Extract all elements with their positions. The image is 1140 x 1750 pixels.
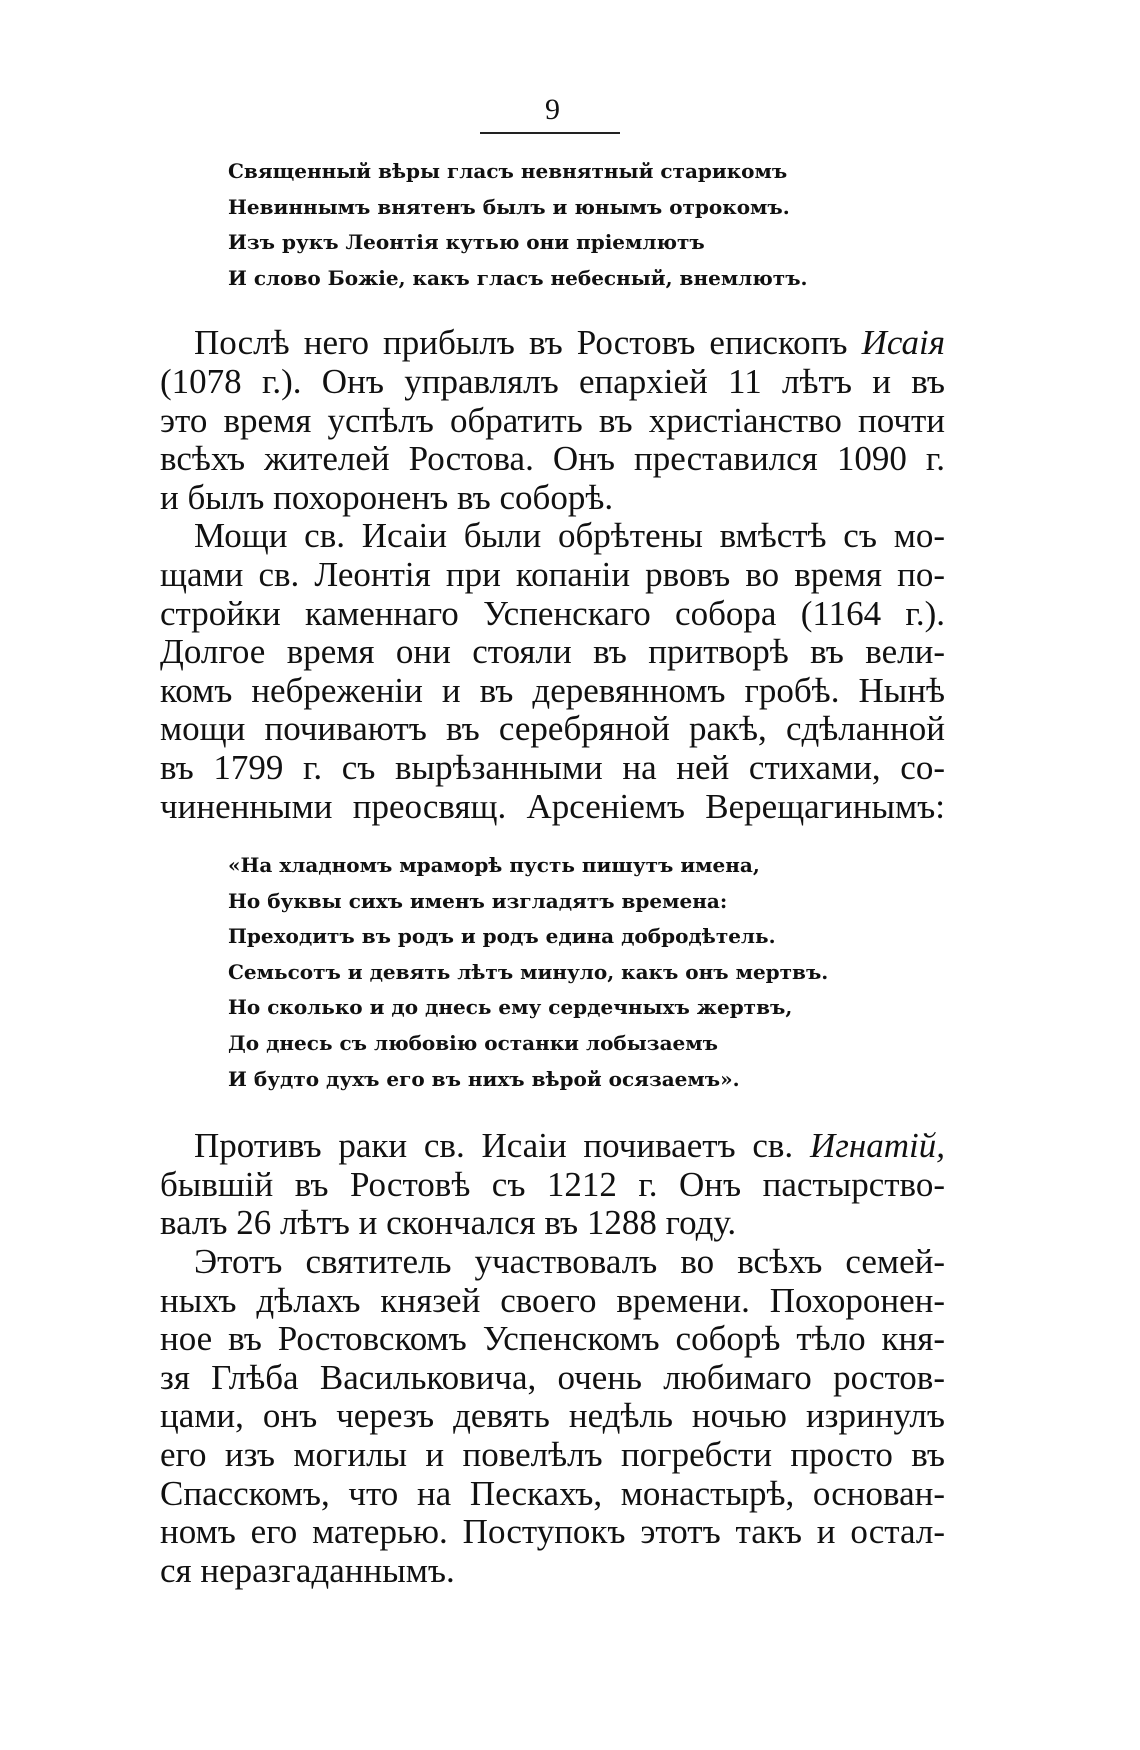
page-number: 9 [545,93,560,126]
text-line [160,1127,945,1166]
paragraph-gleb [160,1243,945,1590]
text-line: цами, онъ черезъ девять недѣль ночью изринулъ [160,1396,945,1436]
text-line: это время успѣлъ обратить въ христіанство почти [160,400,945,440]
text-line: номъ его матерью. Поступокъ этотъ такъ и остал- [160,1512,945,1552]
header-rule [480,132,620,134]
text-line: всѣхъ жителей Ростова. Онъ преставился 1090 г. [160,439,945,479]
verse-line: Изъ рукъ Леонтія кутью они пріемлютъ [228,230,705,255]
text-line: валъ 26 лѣтъ и скончался въ 1288 году. [160,1203,737,1243]
verse-line: Но буквы сихъ именъ изгладятъ времена: [228,888,728,913]
text-line: Спасскомъ, что на Пескахъ, монастырѣ, основан- [160,1473,945,1513]
text-line: бывшій въ Ростовѣ съ 1212 г. Онъ пастырство- [160,1164,945,1204]
verse-block-1 [228,154,945,296]
text-line: ся неразгаданнымъ. [160,1550,455,1590]
text-line: щами св. Леонтія при копаніи рвовъ во время по- [160,554,945,594]
text-line: зя Глѣба Васильковича, очень любимаго ростов- [160,1357,945,1397]
text-line: въ 1799 г. съ вырѣзанными на ней стихами, со- [160,747,945,787]
verse-line: Преходитъ въ родъ и родъ едина добродѣтель. [228,924,776,949]
verse-line: И будто духъ его въ нихъ вѣрой осязаемъ». [228,1066,740,1091]
paragraph-ignatius [160,1127,945,1243]
text-line: (1078 г.). Онъ управлялъ епархіей 11 лѣтъ и въ [160,361,945,401]
verse-line: «На хладномъ мраморѣ пусть пишутъ имена, [228,853,760,878]
name-isaiah: Исаія [861,323,945,363]
text-line: и былъ похороненъ въ соборѣ. [160,477,614,517]
text-line: мощи почиваютъ въ серебряной ракѣ, сдѣланной [160,709,945,749]
text-span: Послѣ него прибылъ въ Ростовъ епископъ [194,323,862,363]
verse-line: Семьсотъ и девять лѣтъ минуло, какъ онъ мертвъ. [228,959,829,984]
text-span: Противъ раки св. Исаіи почиваетъ св. [194,1126,810,1166]
text-line: ныхъ дѣлахъ князей своего времени. Похоронен- [160,1280,945,1320]
text-line: Мощи св. Исаіи были обрѣтены вмѣстѣ съ мо- [194,516,945,556]
text-line: его изъ могилы и повелѣлъ погребсти просто въ [160,1435,945,1474]
text-line: ное въ Ростовскомъ Успенскомъ соборѣ тѣло кня- [160,1319,945,1359]
verse-block-2 [228,848,945,1097]
page-header [160,90,945,150]
text-line: Долгое время они стояли въ притворѣ въ вели- [160,632,945,672]
text-line: чиненными преосвящ. Арсеніемъ Верещагинымъ: [160,786,945,826]
text-line [160,324,945,363]
paragraph-relics [160,517,945,826]
text-line: Этотъ святитель участвовалъ во всѣхъ семей- [194,1242,945,1282]
book-page [160,90,945,1590]
verse-line: Священный вѣры гласъ невнятный старикомъ [228,159,788,183]
text-line: комъ небреженіи и въ деревянномъ гробѣ. Нынѣ [160,670,945,710]
paragraph-isaiah [160,324,945,517]
text-line: стройки каменнаго Успенскаго собора (1164 г.). [160,593,945,633]
name-ignatius: Игнатій, [809,1126,945,1166]
verse-line: И слово Божіе, какъ гласъ небесный, внемлютъ. [228,265,808,290]
verse-line: Невиннымъ внятенъ былъ и юнымъ отрокомъ. [228,194,790,219]
verse-line: До днесь съ любовію останки лобызаемъ [228,1031,718,1056]
verse-line: Но сколько и до днесь ему сердечныхъ жертвъ, [228,995,793,1020]
